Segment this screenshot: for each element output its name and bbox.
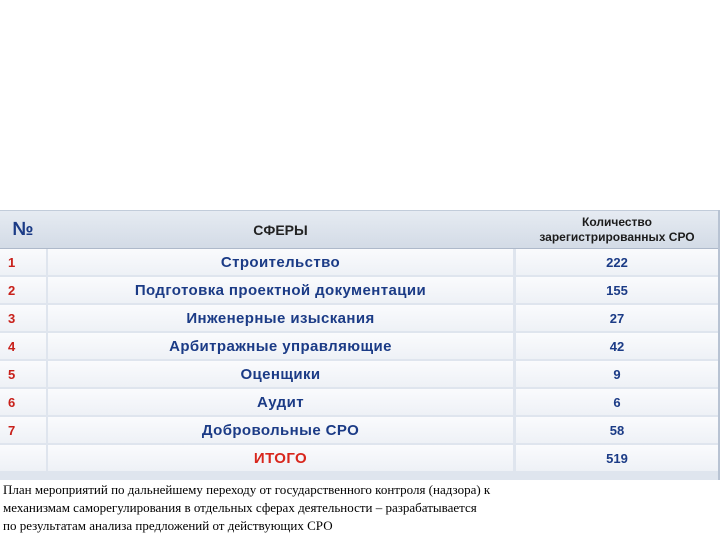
header-sphere: СФЕРЫ — [253, 221, 308, 238]
table-row — [0, 417, 718, 443]
row-count: 58 — [516, 417, 718, 443]
caption-line: по результатам анализа предложений от действующих СРО — [3, 518, 333, 533]
table-row — [0, 361, 718, 387]
total-label: ИТОГО — [48, 445, 513, 471]
table-row — [0, 249, 718, 275]
row-count: 6 — [516, 389, 718, 415]
total-number-cell — [0, 445, 46, 471]
table-row — [0, 305, 718, 331]
table-row — [0, 277, 718, 303]
total-row — [0, 445, 718, 471]
row-sphere: Подготовка проектной документации — [48, 277, 513, 303]
table-row — [0, 333, 718, 359]
table-row — [0, 389, 718, 415]
header-count — [516, 211, 718, 248]
row-count: 9 — [516, 361, 718, 387]
table-header — [0, 210, 718, 249]
row-sphere: Арбитражные управляющие — [48, 333, 513, 359]
row-count: 222 — [516, 249, 718, 275]
row-number: 2 — [0, 277, 46, 303]
row-sphere: Аудит — [48, 389, 513, 415]
header-number: № — [12, 218, 34, 240]
sro-table — [0, 210, 720, 480]
row-count: 42 — [516, 333, 718, 359]
header-count-line1: Количество — [582, 214, 652, 229]
row-count: 155 — [516, 277, 718, 303]
row-sphere: Оценщики — [48, 361, 513, 387]
row-number: 6 — [0, 389, 46, 415]
row-number: 5 — [0, 361, 46, 387]
row-sphere: Добровольные СРО — [48, 417, 513, 443]
caption-text — [3, 481, 715, 535]
row-count: 27 — [516, 305, 718, 331]
row-sphere: Строительство — [48, 249, 513, 275]
row-number: 7 — [0, 417, 46, 443]
caption-line: механизмам саморегулирования в отдельных сферах деятельности – разрабатывается — [3, 500, 477, 515]
row-sphere: Инженерные изыскания — [48, 305, 513, 331]
total-count: 519 — [516, 445, 718, 471]
row-number: 1 — [0, 249, 46, 275]
caption-line: План мероприятий по дальнейшему переходу от государственного контроля (надзора) к — [3, 482, 491, 497]
row-number: 4 — [0, 333, 46, 359]
row-number: 3 — [0, 305, 46, 331]
header-count-line2: зарегистрированных СРО — [539, 229, 695, 244]
